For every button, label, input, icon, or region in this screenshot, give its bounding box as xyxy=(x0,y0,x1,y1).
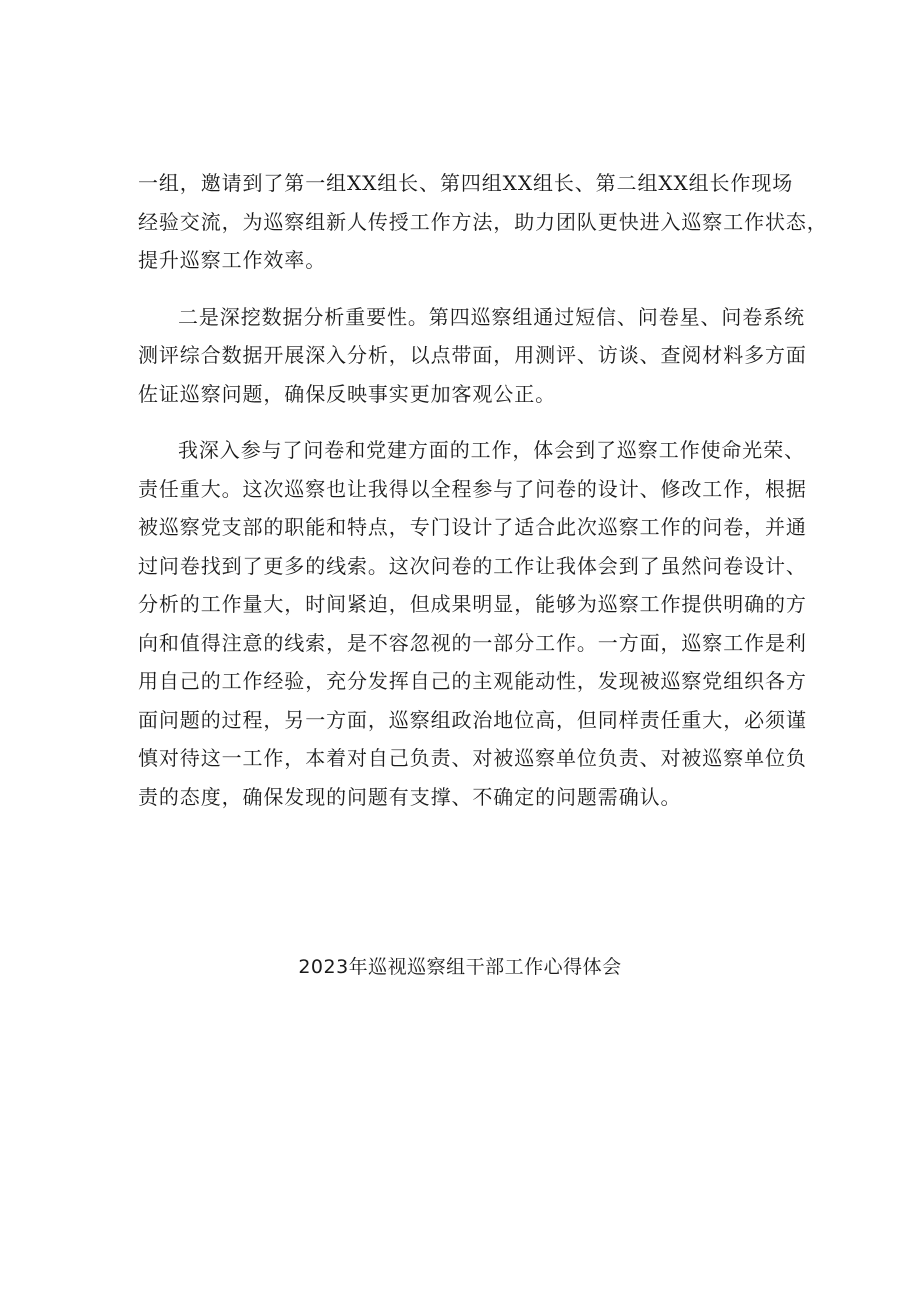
text-line: 我深入参与了问卷和党建方面的工作，体会到了巡察工作使命光荣、 xyxy=(178,438,805,462)
text-line: 二是深挖数据分析重要性。第四巡察组通过短信、问卷星、问卷系统 xyxy=(178,304,805,329)
text-line: 一组，邀请到了第一组XX组长、第四组XX组长、第二组XX组长作现场 xyxy=(138,171,794,195)
text-line: 过问卷找到了更多的线索。这次问卷的工作让我体会到了虽然问卷设计、 xyxy=(138,553,807,578)
text-line: 向和值得注意的线索，是不容忽视的一部分工作。一方面，巡察工作是利 xyxy=(138,630,807,655)
text-line: 用自己的工作经验，充分发挥自己的主观能动性，发现被巡察党组织各方 xyxy=(138,669,807,693)
text-line: 面问题的过程，另一方面，巡察组政治地位高，但同样责任重大，必须谨 xyxy=(138,707,807,732)
document-body xyxy=(138,164,828,816)
paragraph-2 xyxy=(138,298,807,414)
text-line: 经验交流，为巡察组新人传授工作方法，助力团队更快进入巡察工作状态， xyxy=(138,209,828,234)
text-line: 佐证巡察问题，确保反映事实更加客观公正。 xyxy=(138,381,556,406)
paragraph-1 xyxy=(138,164,828,280)
text-line: 慎对待这一工作，本着对自己负责、对被巡察单位负责、对被巡察单位负 xyxy=(138,746,807,770)
text-line: 测评综合数据开展深入分析，以点带面，用测评、访谈、查阅材料多方面 xyxy=(138,343,807,367)
text-line: 分析的工作量大，时间紧迫，但成果明显，能够为巡察工作提供明确的方 xyxy=(138,592,807,616)
text-line: 责任重大。这次巡察也让我得以全程参与了问卷的设计、修改工作，根据 xyxy=(138,476,807,501)
footer-title: 2023年巡视巡察组干部工作心得体会 xyxy=(298,956,622,978)
text-line: 责的态度，确保发现的问题有支撑、不确定的问题需确认。 xyxy=(138,784,682,809)
paragraph-3 xyxy=(138,431,807,816)
text-line: 提升巡察工作效率。 xyxy=(138,248,327,272)
text-line: 被巡察党支部的职能和特点，专门设计了适合此次巡察工作的问卷，并通 xyxy=(138,515,807,539)
